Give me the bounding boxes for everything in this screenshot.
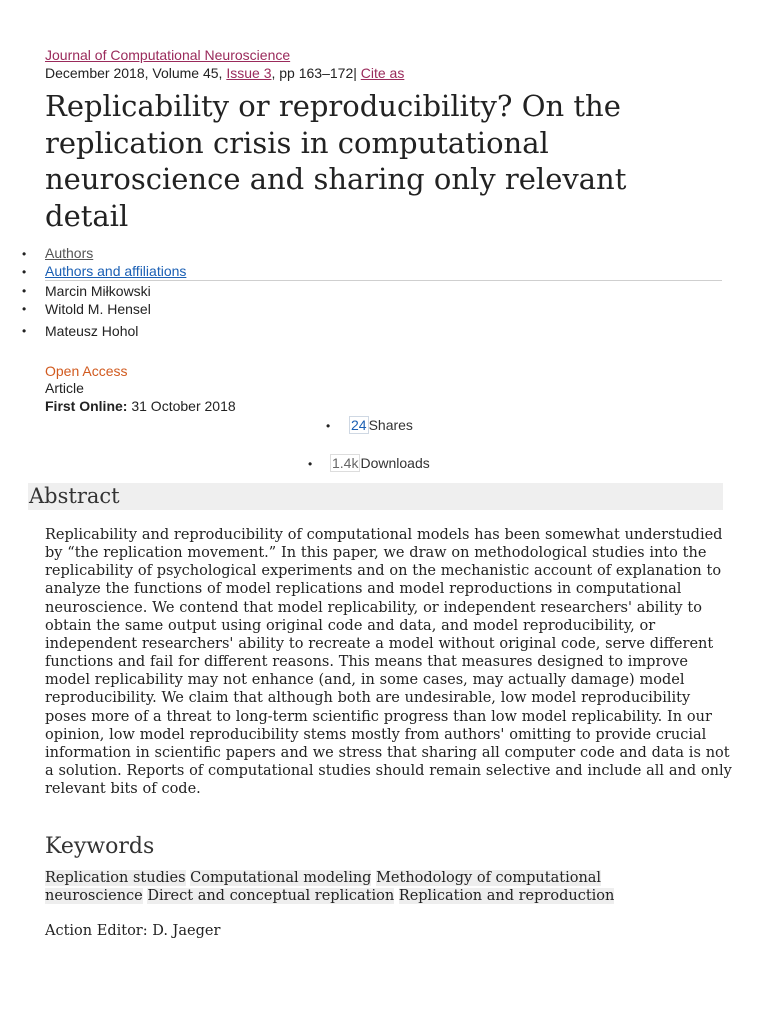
keywords-list [45, 869, 665, 905]
keyword[interactable]: Computational modeling [190, 870, 372, 886]
bullet-icon: • [22, 265, 27, 279]
abstract-heading: Abstract [29, 484, 120, 508]
divider [45, 280, 722, 281]
article-title: Replicability or reproducibility? On the replication crisis in computational neuroscience and sharing only relevant detail [45, 89, 627, 233]
author-name[interactable]: Marcin Miłkowski [45, 283, 151, 299]
keyword[interactable]: Replication and reproduction [398, 888, 615, 904]
keyword[interactable]: Replication studies [45, 870, 186, 886]
keywords-heading: Keywords [45, 834, 155, 859]
first-online-label: First Online: [45, 398, 128, 414]
publication-meta [45, 65, 404, 81]
author-name[interactable]: Mateusz Hohol [45, 323, 139, 339]
article-type: Article [45, 380, 84, 396]
downloads-count: 1.4k [332, 455, 359, 471]
open-access-label: Open Access [45, 363, 128, 379]
keyword[interactable]: Methodology of computational neuroscience [45, 870, 602, 904]
first-online-date: 31 October 2018 [131, 398, 236, 414]
downloads-label: Downloads [360, 455, 430, 471]
abstract-text: Replicability and reproducibility of computational models has been somewhat understudied by “the replication movement.” In this paper, we draw on methodological studies into the replicability of psychological experiments and on the mechanistic account of explanation to analyze the functions of model replications and model reproductions in computational neuroscience. We contend that model replicability, or independent researchers' ability to obtain the same output using original code and data, and model reproducibility, or independent researchers' ability to recreate a model without original code, serve different functions and fail for different reasons. This means that measures designed to improve model replicability may not enhance (and, in some cases, may actually damage) model reproducibility. We claim that although both are undesirable, low model reproducibility poses more of a threat to long-term scientific progress than low model replicability. In our opinion, low model reproducibility stems mostly from authors' omitting to provide crucial information in scientific papers and we stress that sharing all computer code and data is not a solution. Reports of computational studies should remain selective and include all and only relevant bits of code. [45, 527, 732, 798]
bullet-icon: • [22, 324, 27, 338]
keyword[interactable]: Direct and conceptual replication [147, 888, 395, 904]
date-volume: December 2018, Volume 45, [45, 65, 223, 81]
abstract-section-header [28, 483, 723, 510]
cite-as-link[interactable]: Cite as [360, 65, 405, 81]
downloads-metric [330, 454, 430, 472]
authors-affiliations-tab[interactable]: Authors and affiliations [45, 263, 187, 279]
authors-tab[interactable]: Authors [45, 245, 94, 261]
shares-label: Shares [368, 417, 413, 433]
issue-link[interactable]: Issue 3 [226, 65, 272, 81]
first-online [45, 398, 236, 414]
action-editor: Action Editor: D. Jaeger [45, 923, 221, 939]
shares-count[interactable]: 24 [351, 417, 367, 433]
bullet-icon: • [326, 419, 331, 433]
bullet-icon: • [22, 302, 27, 316]
bullet-icon: • [308, 457, 313, 471]
bullet-icon: • [22, 284, 27, 298]
pages: , pp 163–172| [271, 65, 357, 81]
shares-metric[interactable] [349, 416, 413, 434]
journal-link[interactable]: Journal of Computational Neuroscience [45, 47, 291, 63]
author-name[interactable]: Witold M. Hensel [45, 301, 151, 317]
bullet-icon: • [22, 247, 27, 261]
